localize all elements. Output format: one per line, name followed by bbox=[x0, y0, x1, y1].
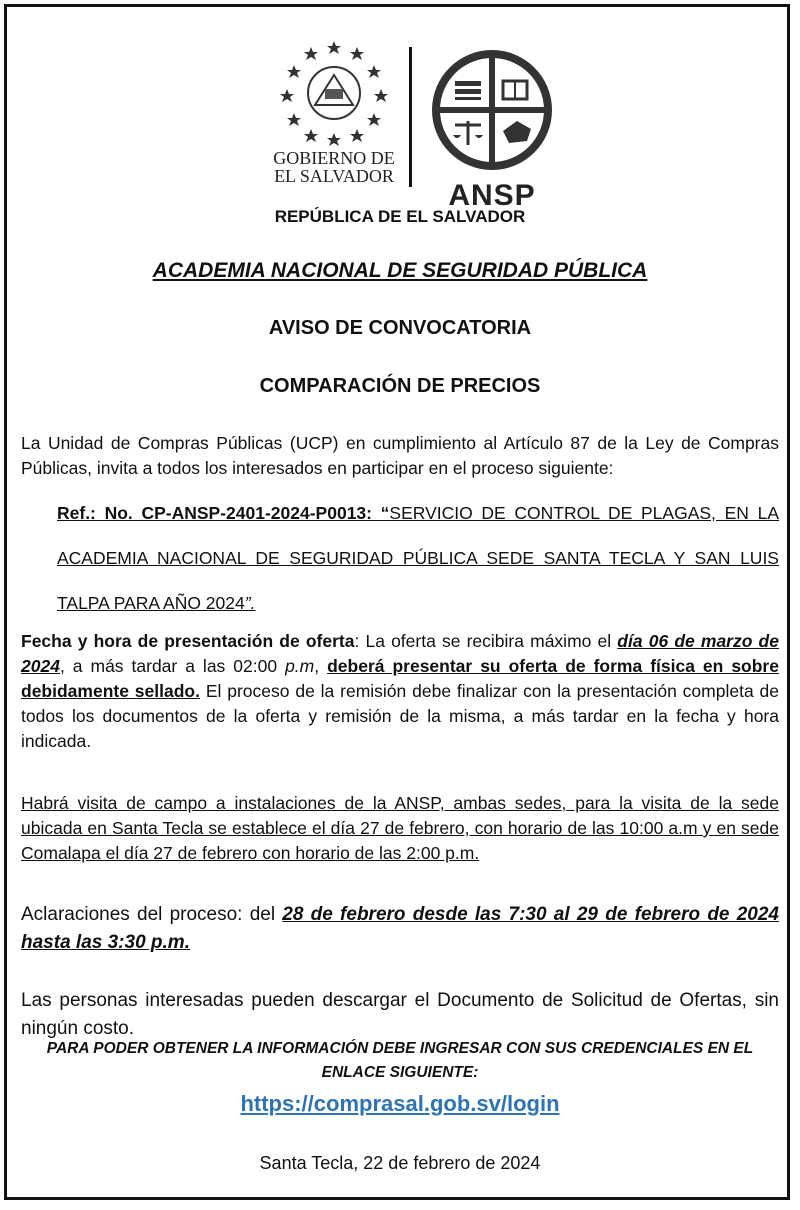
intro-paragraph: La Unidad de Compras Públicas (UCP) en cumplimiento al Artículo 87 de la Ley de Compras Públicas, invita a todos los interesados en participar en el proceso siguiente: bbox=[21, 433, 779, 478]
notice-title: AVISO DE CONVOCATORIA bbox=[268, 317, 532, 339]
site-visit-paragraph: Habrá visita de campo a instalaciones de la ANSP, ambas sedes, para la visita de la sede ubicada en Santa Tecla se establece el día 27 de febrero, con horario de las 10:00 a.m y en sede Comalapa el día 27 de febrero con horario de las 2:00 p.m. bbox=[21, 793, 779, 863]
deadline-text-3: El proceso de la remisión debe finalizar con la presentación completa de todos los documentos de la oferta y remisión de la misma, a más tardar en la fecha y hora indicada. bbox=[21, 681, 779, 751]
signoff-date: Santa Tecla, 22 de febrero de 2024 bbox=[259, 1153, 541, 1173]
logo-divider bbox=[409, 47, 412, 187]
access-instruction: PARA PODER OBTENER LA INFORMACIÓN DEBE INGRESAR CON SUS CREDENCIALES EN EL ENLACE SIGUIENTE: bbox=[46, 1040, 754, 1081]
ansp-logo-text: ANSP bbox=[448, 179, 536, 212]
reference-label: Ref.: No. CP-ANSP-2401-2024-P0013: “ bbox=[57, 503, 390, 523]
deadline-requirement: deberá presentar su oferta de forma física en sobre debidamente sellado. bbox=[21, 656, 779, 701]
deadline-date: día 06 de marzo de 2024 bbox=[21, 631, 779, 676]
government-seal-icon bbox=[269, 37, 399, 147]
deadline-text-1: : La oferta se recibira máximo el bbox=[354, 631, 618, 651]
reference-paragraph bbox=[57, 491, 779, 626]
government-logo-line-1: GOBIERNO DE bbox=[273, 148, 395, 168]
deadline-label: Fecha y hora de presentación de oferta bbox=[21, 631, 355, 651]
comprasal-login-link[interactable]: https://comprasal.gob.sv/login bbox=[240, 1091, 560, 1116]
reference-text: SERVICIO DE CONTROL DE PLAGAS, EN LA ACADEMIA NACIONAL DE SEGURIDAD PÚBLICA SEDE SANTA TECLA Y SAN LUIS TALPA PARA AÑO 2024 bbox=[57, 503, 779, 613]
government-logo-text bbox=[269, 149, 399, 185]
deadline-comma: , bbox=[314, 656, 328, 676]
procedure-title: COMPARACIÓN DE PRECIOS bbox=[259, 375, 541, 397]
reference-closing: ”. bbox=[244, 593, 256, 613]
clarifications-paragraph bbox=[21, 901, 779, 957]
header-logos bbox=[269, 37, 559, 212]
deadline-text-2: , a más tardar a las 02:00 bbox=[59, 656, 286, 676]
deadline-paragraph bbox=[21, 629, 779, 754]
ansp-emblem-icon bbox=[427, 45, 557, 175]
academy-title: ACADEMIA NACIONAL DE SEGURIDAD PÚBLICA bbox=[152, 259, 648, 282]
clarifications-period: 28 de febrero desde las 7:30 al 29 de febrero de 2024 hasta las 3:30 p.m. bbox=[21, 904, 779, 953]
clarifications-label: Aclaraciones del proceso: del bbox=[21, 904, 283, 925]
government-logo-line-2: EL SALVADOR bbox=[274, 166, 394, 186]
deadline-pm: p.m bbox=[285, 656, 315, 676]
download-paragraph: Las personas interesadas pueden descargar el Documento de Solicitud de Ofertas, sin ningún costo. bbox=[21, 990, 779, 1039]
notice-document bbox=[4, 4, 790, 1200]
country-heading: REPÚBLICA DE EL SALVADOR bbox=[274, 207, 526, 226]
